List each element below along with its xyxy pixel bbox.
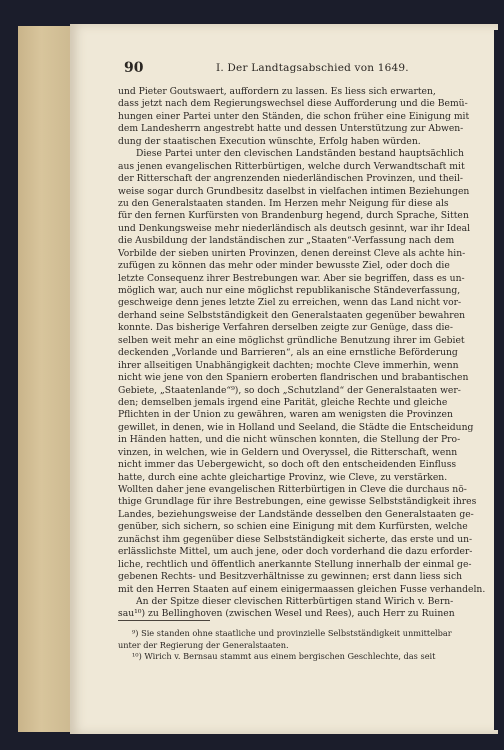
text-line: nicht wie jene von den Spaniern eroberten flandrischen und brabantischen — [118, 372, 469, 384]
footnotes — [118, 628, 498, 663]
footnote-line: ⁹) Sie standen ohne staatliche und provinzielle Selbstständigkeit unmittelbar — [132, 628, 452, 638]
text-line: derhand seine Selbstständigkeit den Generalstaaten gegenüber bewahren — [118, 309, 466, 321]
text-line: und Pieter Goutswaert, auffordern zu lassen. Es liess sich erwarten, — [118, 86, 436, 97]
text-line: hungen einer Partei unter den Ständen, die schon früher eine Einigung mit — [118, 110, 470, 122]
text-line: ihrer allseitigen Unabhängigkeit dachten; mochte Cleve immerhin, wenn — [118, 359, 459, 371]
text-line: gewillet, in denen, wie in Holland und Seeland, die Städte die Entscheidung — [118, 421, 474, 433]
text-line: zunächst ihm gegenüber diese Selbstständigkeit sicherte, das erste und un- — [118, 533, 473, 545]
text-line: letzte Consequenz ihrer Bestrebungen war. Aber sie begriffen, dass es un- — [118, 272, 465, 284]
page-number: 90 — [124, 60, 144, 76]
text-line: die Ausbildung der landständischen zur „Staaten“-Verfassung nach dem — [118, 235, 455, 247]
text-line: sau¹⁰) zu Bellinghoven (zwischen Wesel und Rees), auch Herr zu Ruinen — [118, 608, 455, 620]
body-text — [118, 86, 498, 621]
text-line: aus jenen evangelischen Ritterbürtigen, welche durch Verwandtschaft mit — [118, 160, 465, 172]
text-line: Vorbilde der sieben unirten Provinzen, denen dereinst Cleve als achte hin- — [118, 247, 466, 259]
text-line: Diese Partei unter den clevischen Landständen bestand hauptsächlich — [136, 148, 464, 160]
text-line: Pflichten in der Union zu gewähren, waren am wenigsten die Provinzen — [118, 409, 453, 421]
running-title: I. Der Landtagsabschied von 1649. — [216, 62, 409, 74]
footnote-line: unter der Regierung der Generalstaaten. — [118, 639, 289, 650]
text-line: thige Grundlage für ihre Bestrebungen, eine gewisse Selbstständigkeit ihres — [118, 496, 477, 508]
text-line: der Ritterschaft der angrenzenden niederländischen Provinzen, und theil- — [118, 173, 464, 185]
text-line: für den fernen Kurfürsten von Brandenburg hegend, durch Sprache, Sitten — [118, 210, 469, 222]
text-line: erlässlichste Mittel, um auch jene, oder doch vorderhand die dazu erforder- — [118, 546, 473, 558]
text-line: dem Landesherrn angestrebt hatte und dessen Unterstützung zur Abwen- — [118, 123, 464, 135]
text-line: und Denkungsweise mehr niederländisch als deutsch gesinnt, war ihr Ideal — [118, 222, 471, 234]
text-line: Gebiete, „Staatenlande“⁹), so doch „Schutzland“ der Generalstaaten wer- — [118, 384, 461, 396]
text-line: zufügen zu können das mehr oder minder bewusste Ziel, oder doch die — [118, 260, 450, 272]
text-line: mit den Herren Staaten auf einem einigermaassen gleichen Fusse verhandeln. — [118, 583, 486, 595]
text-line: weise sogar durch Grundbesitz daselbst in vielfachen intimen Beziehungen — [118, 185, 470, 197]
text-line: liche, rechtlich und öffentlich anerkannte Stellung innerhalb der einmal ge- — [118, 558, 472, 570]
text-line: dass jetzt nach dem Regierungswechsel diese Aufforderung und die Bemü- — [118, 98, 468, 110]
text-line: selben weit mehr an eine möglichst gründliche Benutzung ihrer im Gebiet — [118, 334, 465, 346]
text-line: vinzen, in welchen, wie in Geldern und Overyssel, die Ritterschaft, wenn — [118, 446, 458, 458]
text-line: genüber, sich sichern, so schien eine Einigung mit dem Kurfürsten, welche — [118, 521, 468, 533]
footnote-divider — [118, 620, 210, 621]
text-line: konnte. Das bisherige Verfahren derselben zeigte zur Genüge, dass die- — [118, 322, 453, 334]
text-line: Landes, beziehungsweise der Landstände desselben den Generalstaaten ge- — [118, 508, 474, 520]
text-line: geschweige denn jenes letzte Ziel zu erreichen, wenn das Land nicht vor- — [118, 297, 462, 309]
text-line: zu den Generalstaaten standen. Im Herzen mehr Neigung für diese als — [118, 197, 449, 209]
page-header — [124, 60, 494, 80]
text-line: Wollten daher jene evangelischen Ritterbürtigen in Cleve die durchaus nö- — [118, 484, 467, 495]
text-line: nicht immer das Uebergewicht, so doch oft den entscheidenden Einfluss — [118, 459, 457, 471]
text-line: in Händen hatten, und die nicht wünschen konnten, die Stellung der Pro- — [118, 434, 461, 446]
text-line: An der Spitze dieser clevischen Ritterbürtigen stand Wirich v. Bern- — [136, 595, 454, 607]
text-line: den; demselben jemals irgend eine Parität, gleiche Rechte und gleiche — [118, 396, 448, 408]
book-page-edges — [18, 26, 76, 732]
text-line: möglich war, auch nur eine möglichst republikanische Ständeverfassung, — [118, 285, 461, 296]
text-line: deckenden „Vorlande und Barrieren“, als an eine ernstliche Beförderung — [118, 347, 458, 359]
text-line: dung der staatischen Execution wünschte, Erfolg haben würden. — [118, 135, 421, 147]
text-line: gebenen Rechts- und Besitzverhältnisse zu gewinnen; erst dann liess sich — [118, 571, 463, 583]
footnote-line: ¹⁰) Wirich v. Bernsau stammt aus einem bergischen Geschlechte, das seit — [132, 651, 436, 661]
text-line: hatte, durch eine achte gleichartige Provinz, wie Cleve, zu verstärken. — [118, 471, 448, 483]
